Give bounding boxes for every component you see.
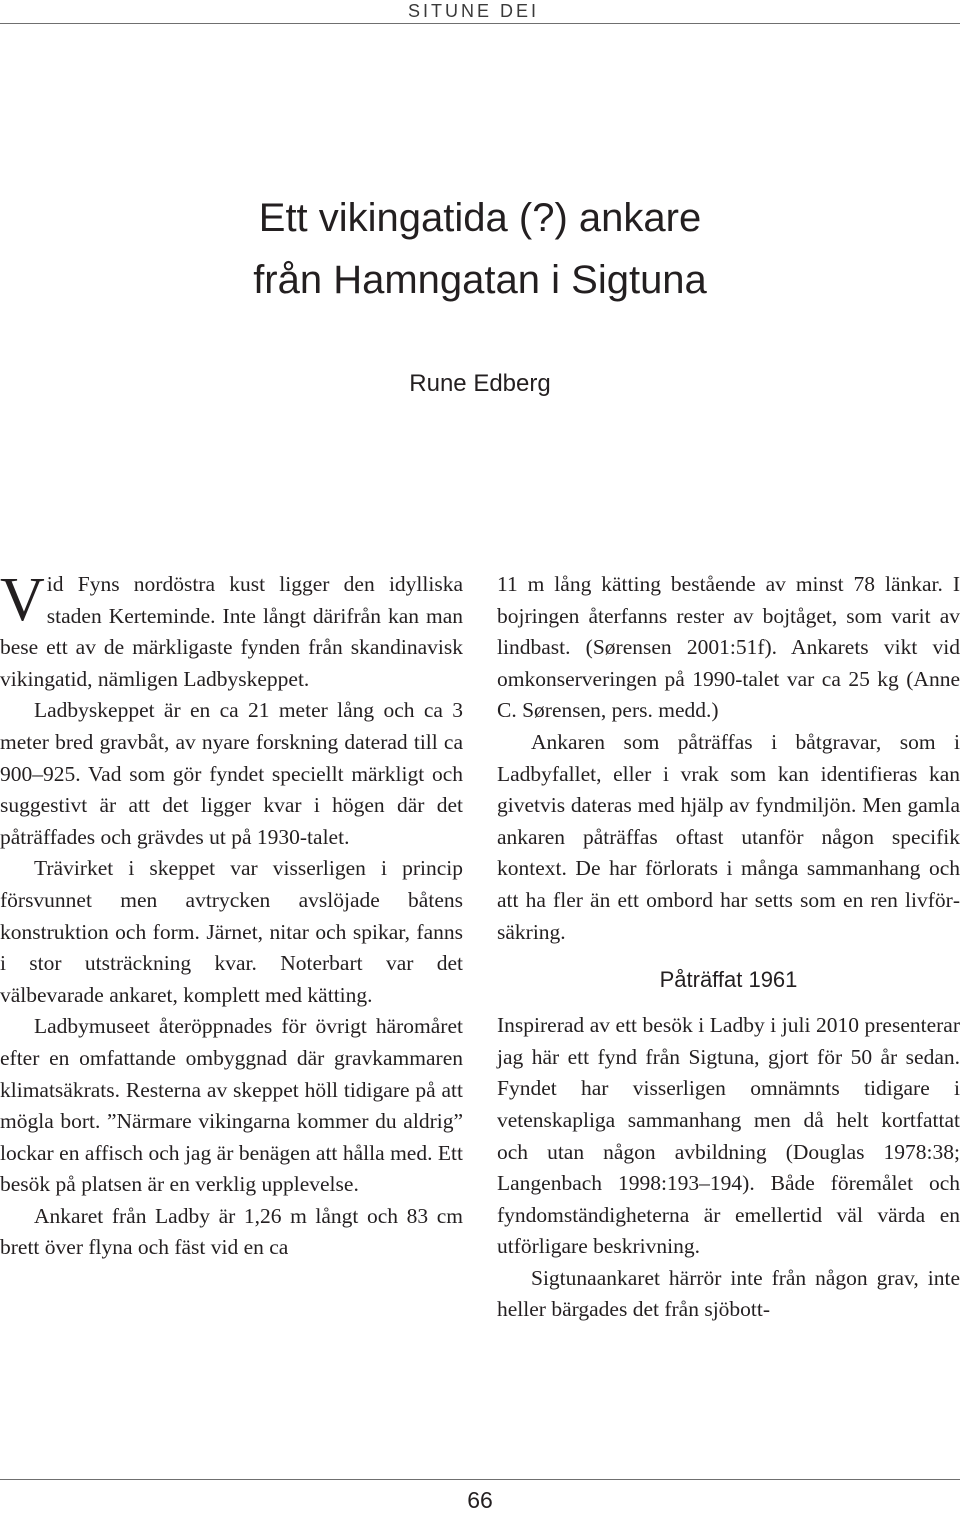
- paragraph: Ladbyskeppet är en ca 21 meter lång och ca 3 meter bred gravbåt, av nyare forskning daterad till ca 900–925. Vad som gör fyndet speciellt märkligt och suggestivt är att det ligger kvar i högen där det påträffades och grävdes ut på 1930-talet.: [0, 698, 463, 849]
- page-number: 66: [467, 1487, 493, 1513]
- article-title: [0, 187, 960, 311]
- paragraph: Ankaret från Ladby är 1,26 m långt och 83 cm brett över flyna och fäst vid en ca: [0, 1203, 463, 1260]
- footer-divider: [0, 1479, 960, 1480]
- article-title-line-1: Ett vikingatida (?) ankare: [258, 196, 702, 240]
- paragraph: Ankaren som påträffas i båtgravar, som i Ladbyfallet, eller i vrak som kan identifieras kan givetvis dateras med hjälp av fyndmiljön. Men gamla ankaren påträffas oftast utanför någon specifik kontext. De har förlorats i många sammanhang och att ha fler än ett ombord har setts som en ren livförsäkring.: [497, 729, 960, 944]
- paragraph: Inspirerad av ett besök i Ladby i juli 2010 presenterar jag här ett fynd från Sigtuna, gjort för 50 år sedan. Fyndet har visserligen omnämnts tidigare i vetenskapliga sammanhang men då helt kortfattat och utan någon avbildning (Douglas 1978:38; Langenbach 1998:193–194). Både föremålet och fyndomständigheterna är emellertid väl värda en utförligare beskrivning.: [497, 1013, 960, 1259]
- article-title-line-2: från Hamngatan i Sigtuna: [253, 258, 707, 302]
- paragraph: Sigtunaankaret härrör inte från någon grav, inte heller bärgades det från sjöbott-: [497, 1265, 960, 1322]
- paragraph: [0, 566, 463, 695]
- paragraph: 11 m lång kätting bestående av minst 78 länkar. I bojringen återfanns rester av bojtåget, som varit av lindbast. (Sørensen 2001:51f). Ankarets vikt vid omkonserveringen på 1990-talet var ca 25 kg (Anne C. Sørensen, pers. medd.): [497, 572, 960, 723]
- right-text-column: [497, 569, 960, 1326]
- paragraph: Trävirket i skeppet var visserligen i princip försvunnet men avtrycken avslöjade båtens konstruktion och form. Järnet, nitar och spikar, fanns i stor utsträckning kvar. Noterbart var det välbevarade ankaret, komplett med kätting.: [0, 856, 463, 1007]
- left-text-column: [0, 566, 463, 1264]
- running-head-text: SITUNE DEI: [408, 1, 540, 21]
- drop-cap: V: [0, 566, 45, 634]
- author-byline: Rune Edberg: [409, 370, 551, 397]
- running-head: [0, 0, 960, 24]
- section-subheading: Påträffat 1961: [659, 967, 798, 993]
- paragraph: Ladbymuseet återöppnades för övrigt häromåret efter en omfattande ombyggnad där gravkammaren klimatsäkrats. Resterna av skeppet höll tidigare på att mögla bort. ”Närmare vikingarna kommer du aldrig” lockar en affisch och jag är benägen att hålla med. Ett besök på platsen är en verklig upplevelse.: [0, 1014, 463, 1197]
- paragraph-text: id Fyns nordöstra kust ligger den idylliska staden Kerteminde. Inte långt därifrån kan man bese ett av de märkligaste fynden från skandinavisk vikingatid, nämligen Ladbyskeppet.: [0, 572, 463, 691]
